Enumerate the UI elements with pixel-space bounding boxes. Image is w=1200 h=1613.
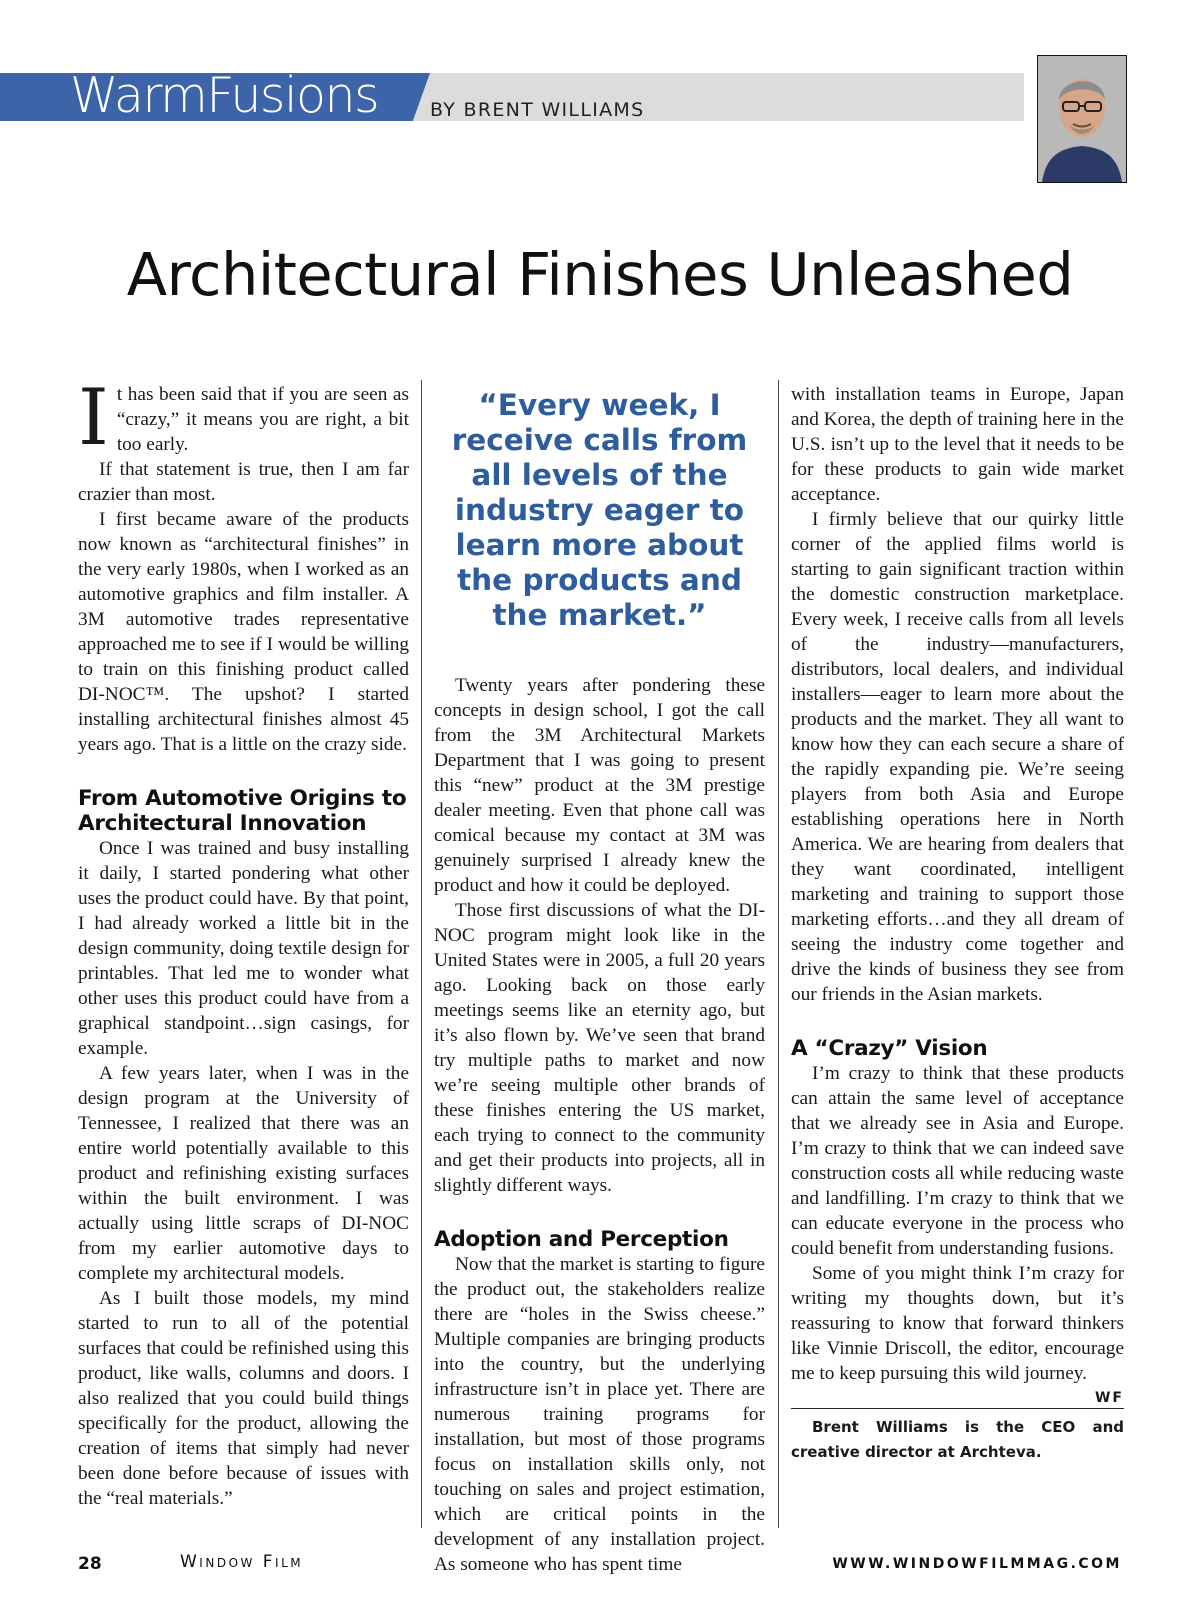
paragraph: Those first discussions of what the DI-NOC program might look like in the United States were in 2005, a full 20 years ago. Looking back on those early meetings seems like an eternity ago, but it’s also flown by. We’ve seen that brand try multiple paths to market and now we’re seeing multiple other brands of these finishes entering the US market, each trying to connect to the community and get their products into projects, all in slightly different ways. — [434, 900, 765, 1196]
column-divider — [778, 380, 779, 1528]
article-column-1 — [78, 373, 409, 1511]
pull-quote: “Every week, I receive calls from all levels of the industry eager to learn more about the products and the market.” — [451, 388, 748, 632]
article-title: Architectural Finishes Unleashed — [126, 240, 1074, 309]
paragraph-text: t has been said that if you are seen as “crazy,” it means you are right, a bit too early. — [116, 384, 409, 455]
author-bio: Brent Williams is the CEO and creative director at Archteva. — [791, 1418, 1124, 1461]
magazine-name: Window Film — [180, 1552, 304, 1572]
paragraph — [791, 1261, 1124, 1406]
paragraph — [78, 373, 409, 463]
column-brand-logo: WarmFusions — [70, 67, 379, 124]
paragraph: I’m crazy to think that these products can attain the same level of acceptance that we already see in Asia and Europe. I’m crazy to think that we can indeed save construction costs all while reducing waste and landfilling. I’m crazy to think that we can educate everyone in the process who could benefit from understanding fusions. — [791, 1063, 1124, 1259]
section-heading: From Automotive Origins to Architectural Innovation — [78, 786, 407, 836]
article-column-2 — [434, 382, 765, 1577]
paragraph-text: Some of you might think I’m crazy for writing my thoughts down, but it’s reassuring to know that forward thinkers like Vinnie Driscoll, the editor, encourage me to keep pursuing this wild journey. — [791, 1263, 1124, 1384]
page-number: 28 — [78, 1554, 102, 1574]
article-column-3 — [791, 382, 1124, 1465]
paragraph: If that statement is true, then I am far crazier than most. — [78, 459, 409, 505]
paragraph: I first became aware of the products now known as “architectural finishes” in the very early 1980s, when I worked as an automotive graphics and film installer. A 3M automotive trades representative approached me to see if I would be willing to train on this finishing product called DI-NOC™. The upshot? I started installing architectural finishes almost 45 years ago. That is a little on the crazy side. — [78, 509, 409, 755]
signoff-mark: WF — [1094, 1390, 1124, 1406]
section-heading: Adoption and Perception — [434, 1227, 729, 1252]
author-portrait-image — [1038, 56, 1126, 182]
paragraph: Now that the market is starting to figure the product out, the stakeholders realize there are “holes in the Swiss cheese.” Multiple companies are bringing products into the country, but the underlying infrastructure isn’t in place yet. There are numerous training programs for installation, but most of those programs focus on installation skills only, not touching on sales and project estimation, which are critical points in the development of any installation project. As someone who has spent time — [434, 1254, 765, 1575]
section-heading: A “Crazy” Vision — [791, 1036, 988, 1061]
author-photo — [1037, 55, 1127, 183]
paragraph: As I built those models, my mind started to run to all of the potential surfaces that could be refinished using this product, like walls, columns and doors. I also realized that you could build things specifically for the product, allowing the creation of items that simply had never been done before because of issues with the “real materials.” — [78, 1288, 409, 1509]
paragraph: A few years later, when I was in the design program at the University of Tennessee, I realized that there was an entire world potentially available to this product and refinishing existing surfaces within the built environment. I was actually using little scraps of DI-NOC from my earlier automotive days to complete my architectural models. — [78, 1063, 409, 1284]
paragraph: Twenty years after pondering these concepts in design school, I got the call from the 3M Architectural Markets Department that I was going to present this “new” product at the 3M prestige dealer meeting. Even that phone call was comical because my contact at 3M was genuinely surprised I already knew the product and how it could be deployed. — [434, 675, 765, 896]
paragraph: I firmly believe that our quirky little corner of the applied films world is starting to gain significant traction within the domestic construction marketplace. Every week, I receive calls from all levels of the industry—manufacturers, distributors, local dealers, and individual installers—eager to learn more about the products and the market. They all want to know how they can each secure a share of the rapidly expanding pie. We’re seeing players from both Asia and Europe establishing operations here in North America. We are hearing from dealers that they want coordinated, intelligent marketing and training to support those marketing efforts…and they all dream of seeing the industry come together and drive the kinds of business they see from our friends in the Asian markets. — [791, 509, 1124, 1005]
column-divider — [421, 380, 422, 1528]
drop-cap: I — [78, 373, 109, 463]
paragraph: Once I was trained and busy installing it daily, I started pondering what other uses the product could have. By that point, I had already worked a little bit in the design community, doing textile design for printables. That led me to wonder what other uses this product could have from a graphical standpoint…sign casings, for example. — [78, 838, 409, 1059]
byline: BY BRENT WILLIAMS — [430, 99, 645, 121]
paragraph: with installation teams in Europe, Japan and Korea, the depth of training here in the U.S. isn’t up to the level that it needs to be for these products to gain wide market acceptance. — [791, 384, 1124, 505]
magazine-url: WWW.WINDOWFILMMAG.COM — [832, 1556, 1122, 1572]
